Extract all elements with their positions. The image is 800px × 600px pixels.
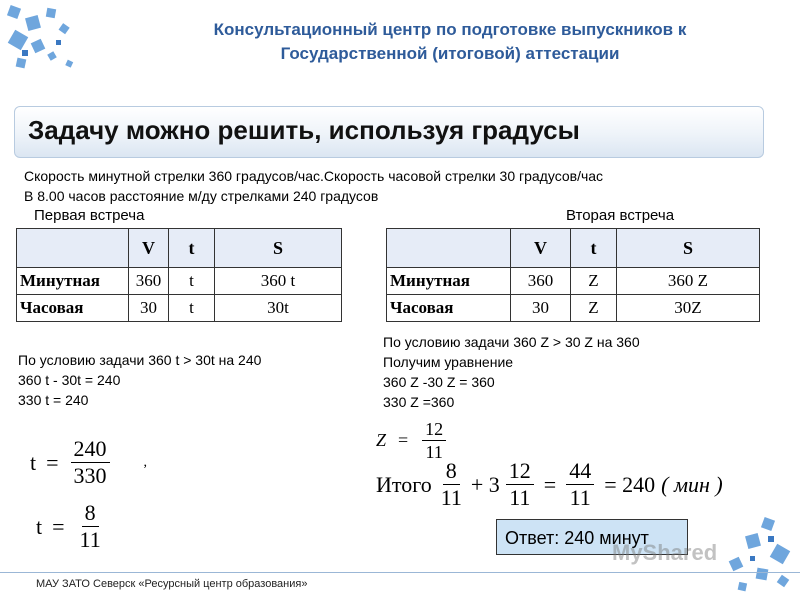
denominator: 11 xyxy=(79,527,101,552)
table-cell: Часовая xyxy=(17,295,129,322)
meeting1-table xyxy=(16,228,342,322)
table-row xyxy=(387,268,760,295)
fraction xyxy=(438,458,465,511)
denominator: 330 xyxy=(73,463,107,488)
table-cell: 360 t xyxy=(215,268,342,295)
answer-box: Ответ: 240 минут xyxy=(496,519,688,555)
formula-t-240-330 xyxy=(30,436,147,489)
table-cell: t xyxy=(169,268,215,295)
numerator: 8 xyxy=(82,500,99,527)
formula-lhs: t xyxy=(30,449,37,475)
table-cell: 360 xyxy=(511,268,571,295)
formula-tail: , xyxy=(143,454,148,470)
table-header-row xyxy=(387,229,760,268)
formula-eq: = xyxy=(543,471,557,497)
fraction xyxy=(71,436,110,489)
table-header-cell xyxy=(387,229,511,268)
table-row xyxy=(17,295,342,322)
table-cell: 30 xyxy=(511,295,571,322)
table-cell: 30Z xyxy=(617,295,760,322)
denominator: 11 xyxy=(440,485,462,510)
header-line-1: Консультационный центр по подготовке выпускников к xyxy=(213,20,687,39)
solution-line: 330 t = 240 xyxy=(18,392,89,408)
intro-line-2: В 8.00 часов расстояние м/ду стрелками 240 градусов xyxy=(24,188,379,204)
table-header-cell: V xyxy=(511,229,571,268)
formula-t-8-11 xyxy=(36,500,106,553)
solution-line: 360 Z -30 Z = 360 xyxy=(383,374,495,390)
meeting1-heading: Первая встреча xyxy=(34,207,145,224)
footer-text: МАУ ЗАТО Северск «Ресурсный центр образования» xyxy=(36,578,308,590)
table-header-cell: S xyxy=(617,229,760,268)
numerator: 8 xyxy=(443,458,460,485)
table-cell: Минутная xyxy=(387,268,511,295)
table-cell: t xyxy=(169,295,215,322)
table-cell: Часовая xyxy=(387,295,511,322)
solution-line: По условию задачи 360 Z > 30 Z на 360 xyxy=(383,334,640,350)
fraction xyxy=(506,458,534,511)
table-cell: 360 Z xyxy=(617,268,760,295)
fraction xyxy=(422,418,446,463)
table-header-row xyxy=(17,229,342,268)
table-header-cell: t xyxy=(169,229,215,268)
table-row xyxy=(17,268,342,295)
meeting1-solution xyxy=(18,350,261,410)
denominator: 11 xyxy=(425,442,443,462)
formula-z-12-11 xyxy=(376,418,448,463)
table-cell: 30t xyxy=(215,295,342,322)
solution-line: 360 t - 30t = 240 xyxy=(18,372,121,388)
formula-eq: = xyxy=(398,430,409,450)
formula-unit: ( мин ) xyxy=(661,471,723,497)
solution-line: 330 Z =360 xyxy=(383,394,455,410)
numerator: 240 xyxy=(71,436,110,463)
table-header-cell: V xyxy=(129,229,169,268)
numerator: 12 xyxy=(422,418,446,441)
meeting2-heading: Вторая встреча xyxy=(566,207,675,224)
fraction xyxy=(77,500,104,553)
denominator: 11 xyxy=(509,485,531,510)
meeting2-solution xyxy=(383,332,640,412)
decorative-cubes-top-left xyxy=(2,2,88,88)
denominator: 11 xyxy=(569,485,591,510)
solution-line: Получим уравнение xyxy=(383,354,514,370)
table-header-cell: S xyxy=(215,229,342,268)
meeting2-table xyxy=(386,228,760,322)
fraction xyxy=(566,458,594,511)
table-cell: Z xyxy=(571,268,617,295)
header xyxy=(150,18,750,66)
slide-title: Задачу можно решить, используя градусы xyxy=(28,115,580,145)
intro-line-1: Скорость минутной стрелки 360 градусов/час.Скорость часовой стрелки 30 градусов/час xyxy=(24,168,604,184)
formula-result: = 240 xyxy=(604,471,656,497)
solution-line: По условию задачи 360 t > 30t на 240 xyxy=(18,352,262,368)
formula-lhs: Z xyxy=(376,430,387,450)
footer-divider xyxy=(0,572,800,573)
numerator: 12 xyxy=(506,458,534,485)
formula-eq: = xyxy=(52,513,65,539)
formula-lhs: t xyxy=(36,513,43,539)
table-header-cell xyxy=(17,229,129,268)
formula-plus: + 3 xyxy=(470,471,500,497)
table-row xyxy=(387,295,760,322)
watermark: MyShared xyxy=(612,540,718,565)
table-cell: Минутная xyxy=(17,268,129,295)
formula-word: Итого xyxy=(376,471,432,497)
table-cell: Z xyxy=(571,295,617,322)
table-cell: 30 xyxy=(129,295,169,322)
numerator: 44 xyxy=(566,458,594,485)
table-header-cell: t xyxy=(571,229,617,268)
formula-total xyxy=(376,458,723,511)
decorative-cubes-bottom-right xyxy=(712,512,798,598)
header-line-2: Государственной (итоговой) аттестации xyxy=(280,44,620,63)
table-cell: 360 xyxy=(129,268,169,295)
formula-eq: = xyxy=(46,449,59,475)
